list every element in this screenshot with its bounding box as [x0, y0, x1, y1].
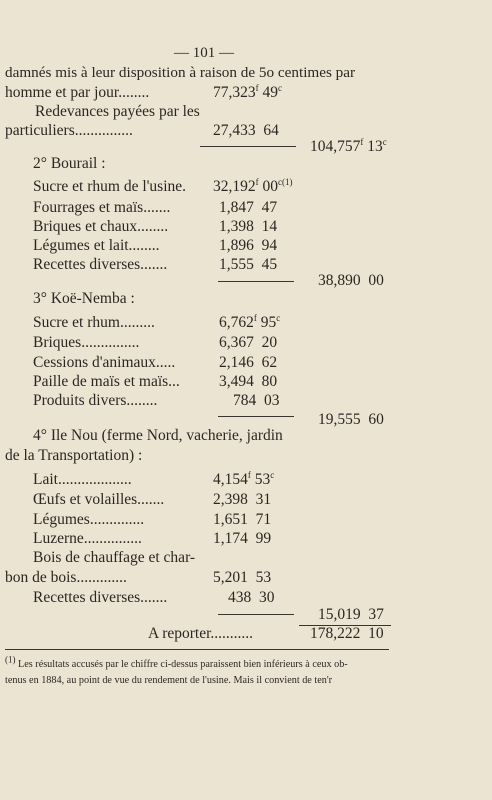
koe-row-value: 2,146 62	[219, 354, 278, 371]
nou-row-label: Bois de chauffage et char-	[33, 549, 196, 566]
bourail-row-label: Briques et chaux........	[33, 218, 169, 235]
koe-total: 19,555 60	[318, 411, 384, 428]
koe-row-label: Cessions d'animaux.....	[33, 354, 176, 371]
carry-forward-label: A reporter...........	[148, 625, 254, 642]
koe-row-value: 3,494 80	[219, 373, 278, 390]
nou-row-value: 5,201 53	[213, 569, 272, 586]
intro-total: 104,757$^f$ 13$^c$	[310, 136, 387, 155]
koe-row-label: Sucre et rhum.........	[33, 314, 155, 331]
carry-forward-value: 178,222 10	[310, 625, 384, 642]
bourail-heading: 2° Bourail :	[33, 155, 106, 172]
bourail-row-label: Légumes et lait........	[33, 237, 160, 254]
footnote-line-1: (1) Les résultats accusés par le chiffre ci-dessus paraissent bien inférieurs à ceux ob-	[5, 654, 348, 670]
intro-line-2-value: 77,323$^f$ 49$^c$	[213, 82, 282, 101]
nou-row-label: Œufs et volailles.......	[33, 491, 165, 508]
nou-row-label: Légumes..............	[33, 511, 145, 528]
nou-row-value: 438 30	[228, 589, 275, 606]
nou-row-label: Luzerne...............	[33, 530, 142, 547]
koe-row-value: 784 03	[233, 392, 280, 409]
koe-row-label: Paille de maïs et maïs...	[33, 373, 180, 390]
nou-row-label: bon de bois.............	[5, 569, 127, 586]
intro-line-4-value: 27,433 64	[213, 122, 279, 139]
bourail-row-value: 32,192$^f$ $00^{c(1)}$	[213, 176, 293, 195]
nou-row-value: 1,174 99	[213, 530, 272, 547]
intro-line-1: damnés mis à leur disposition à raison de 5o centimes par	[5, 64, 356, 81]
nou-subtotal-rule	[218, 614, 294, 615]
bourail-row-label: Recettes diverses.......	[33, 256, 168, 273]
koe-subtotal-rule	[218, 416, 294, 417]
bourail-total: 38,890 00	[318, 272, 384, 289]
nou-row-value: 1,651 71	[213, 511, 272, 528]
bourail-row-value: 1,847 47	[219, 199, 278, 216]
koe-row-value: 6,367 20	[219, 334, 278, 351]
page-number-header: — 101 —	[174, 45, 234, 61]
nou-row-value: 2,398 31	[213, 491, 272, 508]
koe-row-value: 6,762$^f$ 95$^c$	[219, 312, 281, 331]
bourail-row-label: Fourrages et maïs.......	[33, 199, 171, 216]
bourail-row-value: 1,896 94	[219, 237, 278, 254]
footnote-marker: (1)	[5, 654, 16, 665]
bourail-row-value: 1,555 45	[219, 256, 278, 273]
koe-heading: 3° Koë-Nemba :	[33, 290, 135, 307]
koe-row-label: Briques...............	[33, 334, 140, 351]
intro-line-3: Redevances payées par les	[35, 103, 200, 120]
intro-line-2-label: homme et par jour........	[5, 84, 150, 101]
footnote-line-2: tenus en 1884, au point de vue du rendement de l'usine. Mais il convient de ten'r	[5, 675, 333, 686]
intro-subtotal-rule	[200, 146, 296, 147]
nou-total: 15,019 37	[318, 606, 384, 623]
intro-line-4-label: particuliers...............	[5, 122, 133, 139]
nou-row-label: Recettes diverses.......	[33, 589, 168, 606]
bourail-subtotal-rule	[218, 281, 294, 282]
bourail-row-value: 1,398 14	[219, 218, 278, 235]
nou-row-label: Lait...................	[33, 471, 132, 488]
footnote-rule	[5, 649, 389, 650]
nou-heading-line-1: 4° Ile Nou (ferme Nord, vacherie, jardin	[33, 427, 283, 444]
nou-row-value: 4,154$^f$ 53$^c$	[213, 469, 275, 488]
nou-heading-line-2: de la Transportation) :	[5, 447, 143, 464]
bourail-row-label: Sucre et rhum de l'usine.	[33, 178, 187, 195]
koe-row-label: Produits divers........	[33, 392, 158, 409]
